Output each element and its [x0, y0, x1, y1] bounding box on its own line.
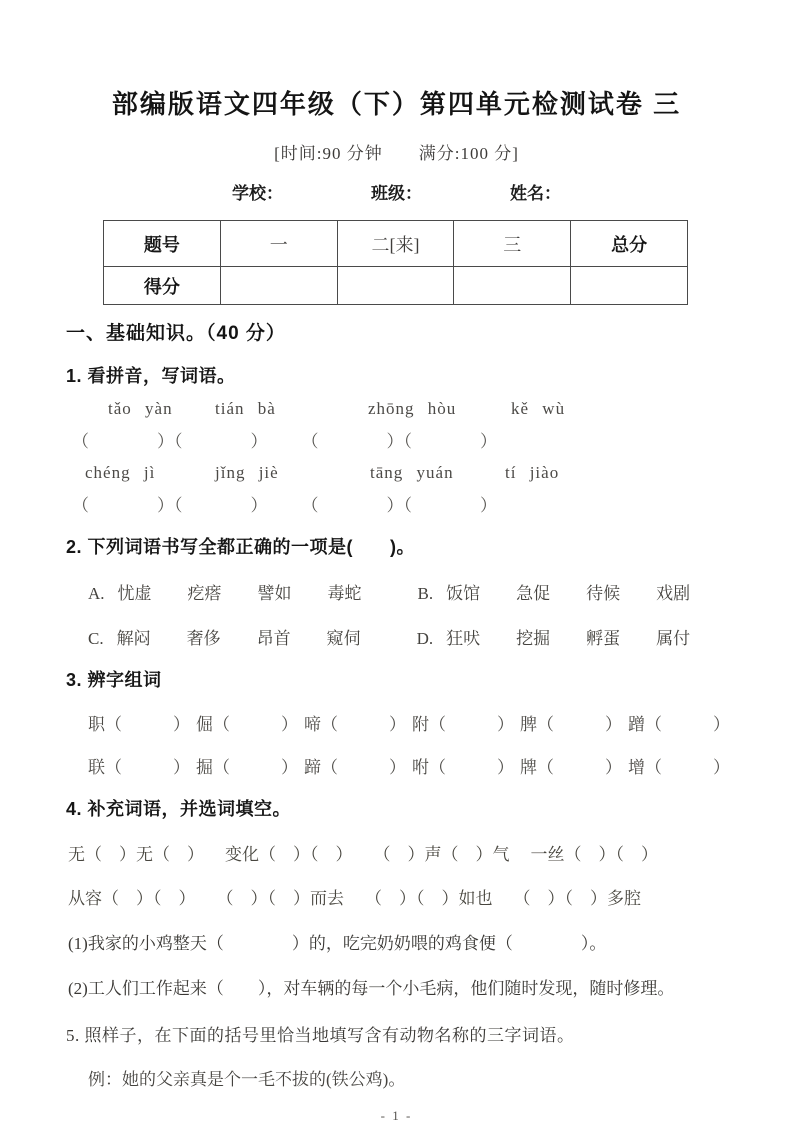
- score-table-header-row: [104, 221, 688, 267]
- q1-answer-blanks-row-2: （ ）（ ） （ ）（ ）: [72, 496, 497, 515]
- option-label: B.: [417, 584, 434, 603]
- idiom-blank: 无（ ）无（ ）: [68, 845, 204, 864]
- student-info-row: [0, 179, 793, 204]
- option-word: 毒蛇: [327, 584, 362, 603]
- option-word: 急促: [516, 584, 551, 603]
- pinyin-group: jǐng jiè: [215, 463, 279, 482]
- pinyin-group: tǎo yàn: [108, 399, 173, 418]
- option-word: 解闷: [116, 629, 151, 648]
- option-word: 窥伺: [326, 629, 361, 648]
- q2-option-a: [88, 579, 362, 604]
- option-word: 待候: [586, 584, 621, 603]
- score-cell-part1: [220, 267, 337, 305]
- q2-option-d: [417, 624, 691, 649]
- idiom-blank: 一丝（ ）（ ）: [530, 845, 658, 864]
- score-table-header-part3: 三: [454, 221, 571, 267]
- idiom-blank: （ ）（ ）而去: [216, 889, 344, 908]
- q4-fill-sentence-1: (1)我家的小鸡整天（ ）的，吃完奶奶喂的鸡食便（ ）。: [68, 934, 607, 953]
- idiom-blank: 变化（ ）（ ）: [225, 845, 353, 864]
- character-blank: 蹭（ ）: [628, 715, 730, 734]
- option-word: 属付: [656, 629, 691, 648]
- page-number: - 1 -: [380, 1108, 413, 1122]
- score-table-score-row: [104, 267, 688, 305]
- option-label: D.: [416, 629, 434, 648]
- pinyin-group: chéng jì: [85, 463, 156, 482]
- score-table-header-total: 总分: [571, 221, 688, 267]
- option-word: 狂吠: [446, 629, 481, 648]
- name-label: 姓名：: [510, 184, 561, 203]
- character-blank: 蹄（ ）: [304, 758, 406, 777]
- q4-fill-sentence-2: (2)工人们工作起来（ ），对车辆的每一个小毛病，他们随时发现，随时修理。: [68, 979, 675, 998]
- q1-heading: 1. 看拼音，写词语。: [66, 366, 236, 386]
- pinyin-group: tí jiào: [505, 463, 560, 482]
- q2-options-row-1: [88, 579, 793, 604]
- score-table: [103, 220, 688, 305]
- class-label: 班级：: [371, 184, 422, 203]
- pinyin-group: zhōng hòu: [368, 399, 457, 418]
- character-blank: 脾（ ）: [520, 715, 622, 734]
- q4-row-2: [68, 884, 793, 909]
- score-cell-part2: [337, 267, 454, 305]
- q1-pinyin-row-2: [85, 463, 793, 483]
- option-word: 戏剧: [656, 584, 691, 603]
- character-blank: 倔（ ）: [196, 715, 298, 734]
- option-word: 疙瘩: [187, 584, 222, 603]
- option-word: 挖掘: [516, 629, 551, 648]
- q1-answer-blanks-row-1: （ ）（ ） （ ）（ ）: [72, 432, 497, 451]
- idiom-blank: （ ）声（ ）气: [373, 845, 510, 864]
- idiom-blank: 从容（ ）（ ）: [68, 889, 196, 908]
- score-table-header-part2: 二[来]: [337, 221, 454, 267]
- score-table-header-part1: 一: [220, 221, 337, 267]
- q5-heading: 5. 照样子，在下面的括号里恰当地填写含有动物名称的三字词语。: [66, 1026, 575, 1045]
- score-cell-part3: [454, 267, 571, 305]
- character-blank: 牌（ ）: [520, 758, 622, 777]
- q2-option-b: [418, 579, 691, 604]
- option-word: 昂首: [256, 629, 291, 648]
- page-title: 部编版语文四年级（下）第四单元检测试卷 三: [111, 89, 682, 119]
- q2-option-c: [88, 624, 361, 649]
- idiom-blank: （ ）（ ）多腔: [513, 889, 641, 908]
- pinyin-group: tāng yuán: [370, 463, 454, 482]
- section-1-heading: 一、基础知识。（40 分）: [66, 323, 286, 344]
- score-table-header-topic: 题号: [104, 221, 221, 267]
- q4-heading: 4. 补充词语，并选词填空。: [66, 799, 292, 819]
- option-word: 饭馆: [446, 584, 481, 603]
- q1-pinyin-row-1: [108, 399, 793, 419]
- q5-example: 例：她的父亲真是个一毛不拔的(铁公鸡)。: [88, 1070, 406, 1089]
- character-blank: 掘（ ）: [196, 758, 298, 777]
- option-word: 孵蛋: [586, 629, 621, 648]
- character-blank: 附（ ）: [412, 715, 514, 734]
- character-blank: 联（ ）: [88, 758, 190, 777]
- q3-row-1: [88, 710, 793, 735]
- character-blank: 增（ ）: [628, 758, 730, 777]
- q4-row-1: [68, 840, 793, 865]
- q3-heading: 3. 辨字组词: [66, 670, 162, 690]
- character-blank: 咐（ ）: [412, 758, 514, 777]
- school-label: 学校：: [232, 184, 283, 203]
- q3-row-2: [88, 753, 793, 778]
- q2-options-row-2: [88, 624, 793, 649]
- exam-time-score-meta: [时间:90 分钟 满分:100 分]: [274, 144, 519, 163]
- character-blank: 职（ ）: [88, 715, 190, 734]
- option-word: 忧虚: [117, 584, 152, 603]
- option-label: C.: [88, 629, 104, 648]
- option-word: 譬如: [257, 584, 292, 603]
- score-cell-total: [571, 267, 688, 305]
- pinyin-group: kě wù: [511, 399, 566, 418]
- option-label: A.: [88, 584, 105, 603]
- pinyin-group: tián bà: [215, 399, 276, 418]
- option-word: 奢侈: [186, 629, 221, 648]
- q2-heading: 2. 下列词语书写全都正确的一项是( )。: [66, 537, 415, 557]
- idiom-blank: （ ）（ ）如也: [365, 889, 493, 908]
- character-blank: 啼（ ）: [304, 715, 406, 734]
- score-row-label: 得分: [104, 267, 221, 305]
